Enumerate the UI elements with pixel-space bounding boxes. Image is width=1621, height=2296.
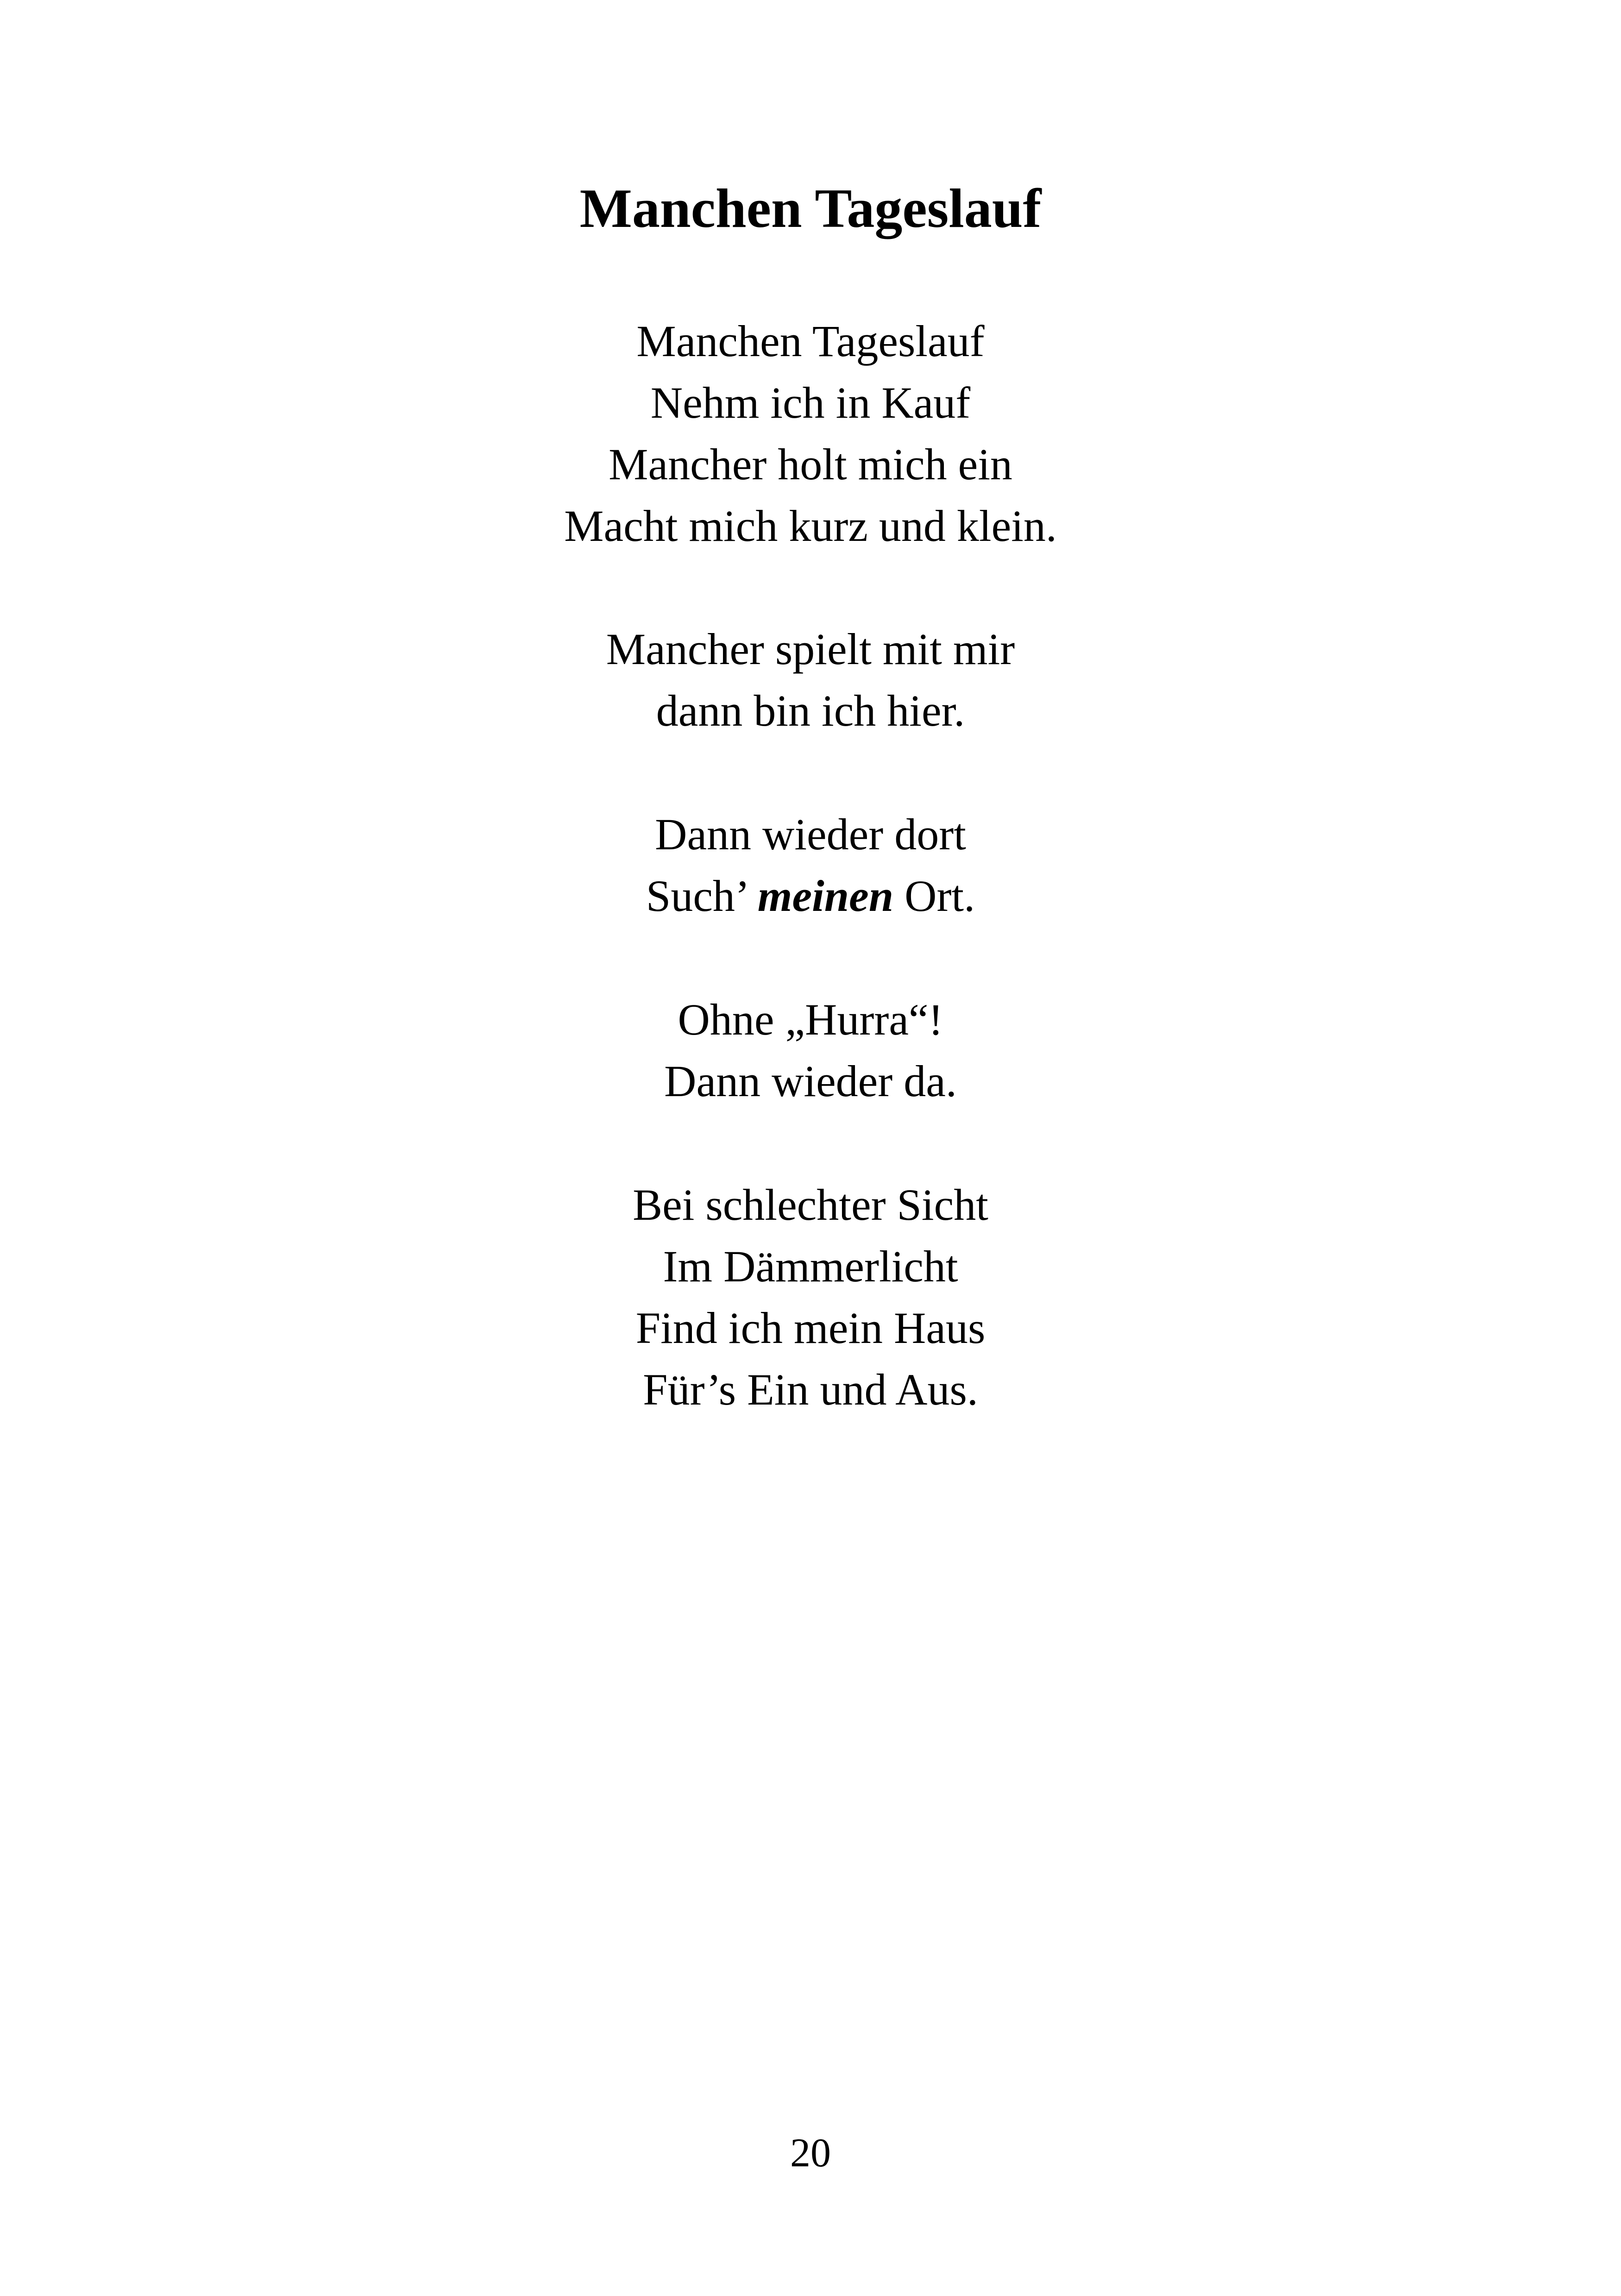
- poem-line: Bei schlechter Sicht: [633, 1180, 988, 1230]
- emphasized-word: meinen: [757, 871, 894, 921]
- page-number: 20: [790, 2131, 831, 2176]
- poem-line: dann bin ich hier.: [656, 686, 965, 735]
- poem-line: Manchen Tageslauf: [636, 316, 985, 366]
- line-text-after: Ort.: [893, 871, 975, 921]
- stanza-1: [0, 310, 1621, 557]
- poem-title: Manchen Tageslauf: [579, 177, 1042, 239]
- poem-line-emphasis: [0, 865, 1621, 927]
- poem-line: Nehm ich in Kauf: [650, 378, 971, 427]
- poem-line: Mancher holt mich ein: [609, 439, 1012, 489]
- poem-line: Für’s Ein und Aus.: [643, 1365, 978, 1414]
- poem-line: Im Dämmerlicht: [663, 1242, 958, 1291]
- line-text-before: Such’: [646, 871, 758, 921]
- stanza-2: [0, 618, 1621, 741]
- stanza-4: [0, 989, 1621, 1112]
- poem-line: Find ich mein Haus: [635, 1303, 986, 1353]
- poem-line: Dann wieder da.: [664, 1056, 957, 1106]
- poem-line: Ohne „Hurra“!: [678, 995, 943, 1044]
- stanza-3: [0, 803, 1621, 927]
- poem-line: Macht mich kurz und klein.: [564, 501, 1057, 551]
- stanza-5: [0, 1174, 1621, 1420]
- poem-line: Mancher spielt mit mir: [606, 624, 1015, 674]
- poem-line: Dann wieder dort: [655, 809, 966, 859]
